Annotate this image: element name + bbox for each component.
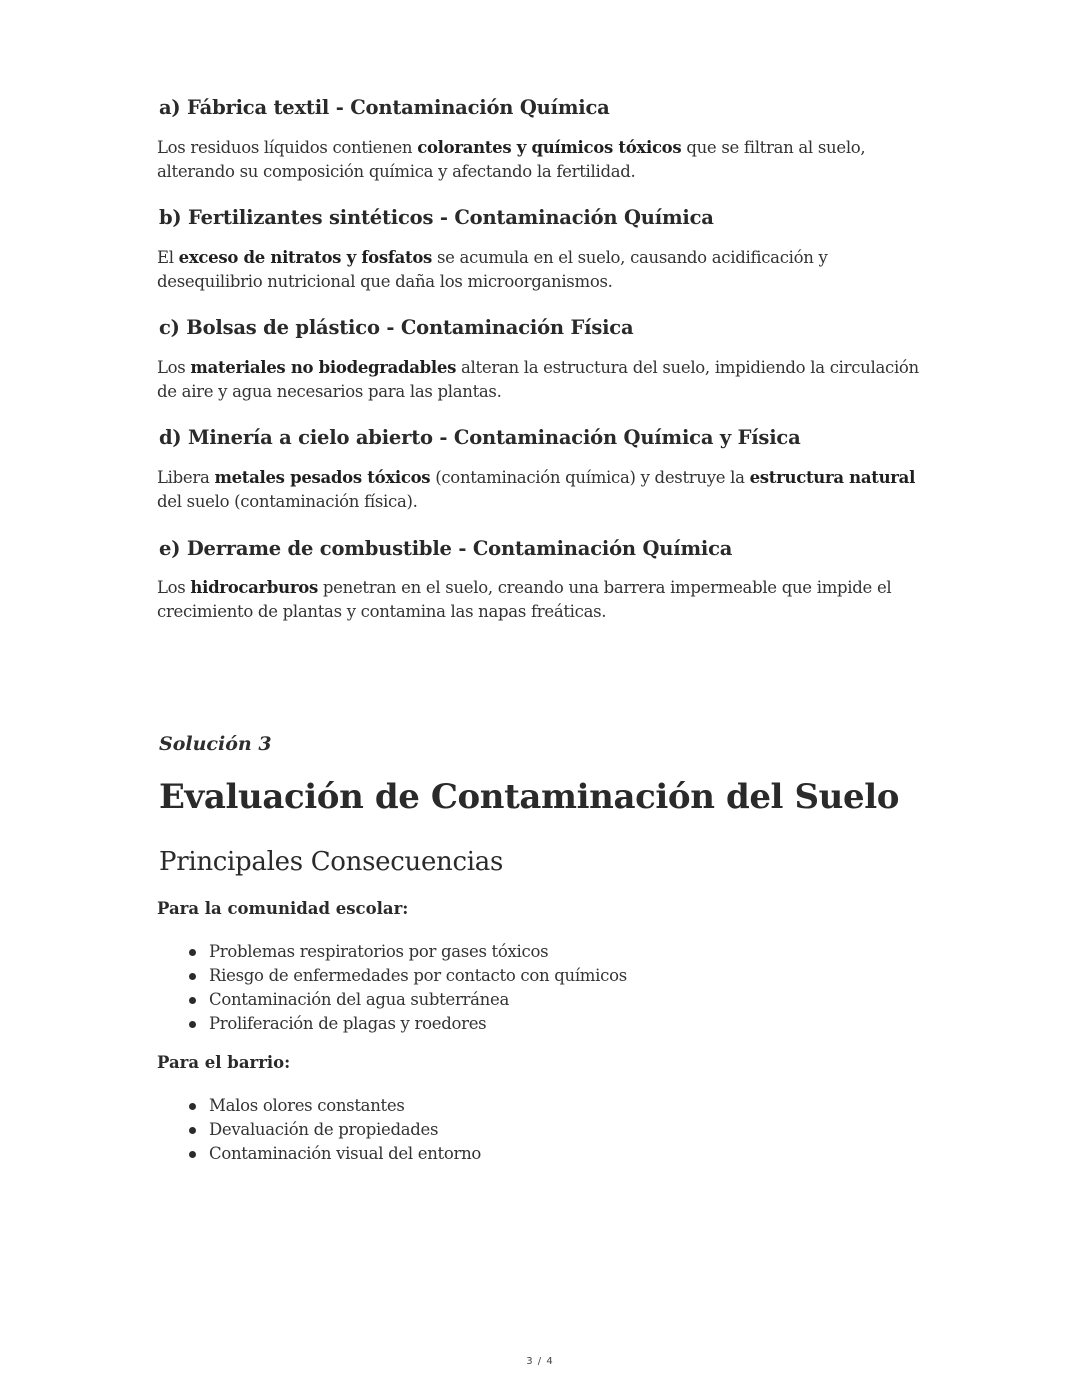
- solution-label: Solución 3: [159, 733, 272, 755]
- item-body-emphasis: materiales no biodegradables: [190, 358, 457, 377]
- item-heading-c: c) Bolsas de plástico - Contaminación Física: [159, 316, 634, 339]
- item-heading-d: d) Minería a cielo abierto - Contaminación Química y Física: [159, 426, 801, 449]
- item-body-emphasis: hidrocarburos: [190, 578, 318, 597]
- list-item: Contaminación visual del entorno: [209, 1142, 481, 1166]
- group-label-neighborhood: Para el barrio:: [157, 1053, 291, 1072]
- item-body-emphasis: exceso de nitratos y fosfatos: [178, 248, 433, 267]
- document-title: Evaluación de Contaminación del Suelo: [159, 777, 900, 817]
- list-item: Devaluación de propiedades: [209, 1118, 481, 1142]
- list-item: Malos olores constantes: [209, 1094, 481, 1118]
- list-item: Riesgo de enfermedades por contacto con químicos: [209, 964, 627, 988]
- bullet-list-school: [209, 940, 627, 1036]
- item-body-text: Los: [157, 358, 191, 377]
- item-body-b: [157, 246, 927, 294]
- list-item: Contaminación del agua subterránea: [209, 988, 627, 1012]
- item-body-c: [157, 356, 927, 404]
- page-number: 3 / 4: [526, 1356, 554, 1367]
- item-body-text: se acumula en el suelo, causando acidificación y desequilibrio nutricional que daña los microorganismos.: [157, 248, 828, 291]
- item-body-text: del suelo (contaminación física).: [157, 492, 418, 511]
- bullet-list-neighborhood: [209, 1094, 481, 1166]
- item-body-text: Libera: [157, 468, 215, 487]
- item-body-text: Los residuos líquidos contienen: [157, 138, 418, 157]
- item-heading-b: b) Fertilizantes sintéticos - Contaminación Química: [159, 206, 714, 229]
- item-body-emphasis: metales pesados tóxicos: [214, 468, 431, 487]
- item-body-text: Los: [157, 578, 191, 597]
- group-label-school: Para la comunidad escolar:: [157, 899, 409, 918]
- item-body-emphasis: colorantes y químicos tóxicos: [417, 138, 682, 157]
- item-body-emphasis: estructura natural: [749, 468, 916, 487]
- item-body-e: [157, 576, 927, 624]
- item-body-text: alteran la estructura del suelo, impidiendo la circulación de aire y agua necesarios para las plantas.: [157, 358, 919, 401]
- item-body-text: El: [157, 248, 179, 267]
- item-body-d: [157, 466, 927, 514]
- item-body-text: penetran en el suelo, creando una barrera impermeable que impide el crecimiento de plantas y contamina las napas freáticas.: [157, 578, 892, 621]
- item-body-text: que se filtran al suelo, alterando su composición química y afectando la fertilidad.: [157, 138, 866, 181]
- section-title: Principales Consecuencias: [159, 847, 503, 877]
- item-body-text: (contaminación química) y destruye la: [430, 468, 750, 487]
- item-body-a: [157, 136, 927, 184]
- item-heading-e: e) Derrame de combustible - Contaminación Química: [159, 537, 733, 560]
- list-item: Proliferación de plagas y roedores: [209, 1012, 627, 1036]
- list-item: Problemas respiratorios por gases tóxicos: [209, 940, 627, 964]
- item-heading-a: a) Fábrica textil - Contaminación Química: [159, 96, 610, 119]
